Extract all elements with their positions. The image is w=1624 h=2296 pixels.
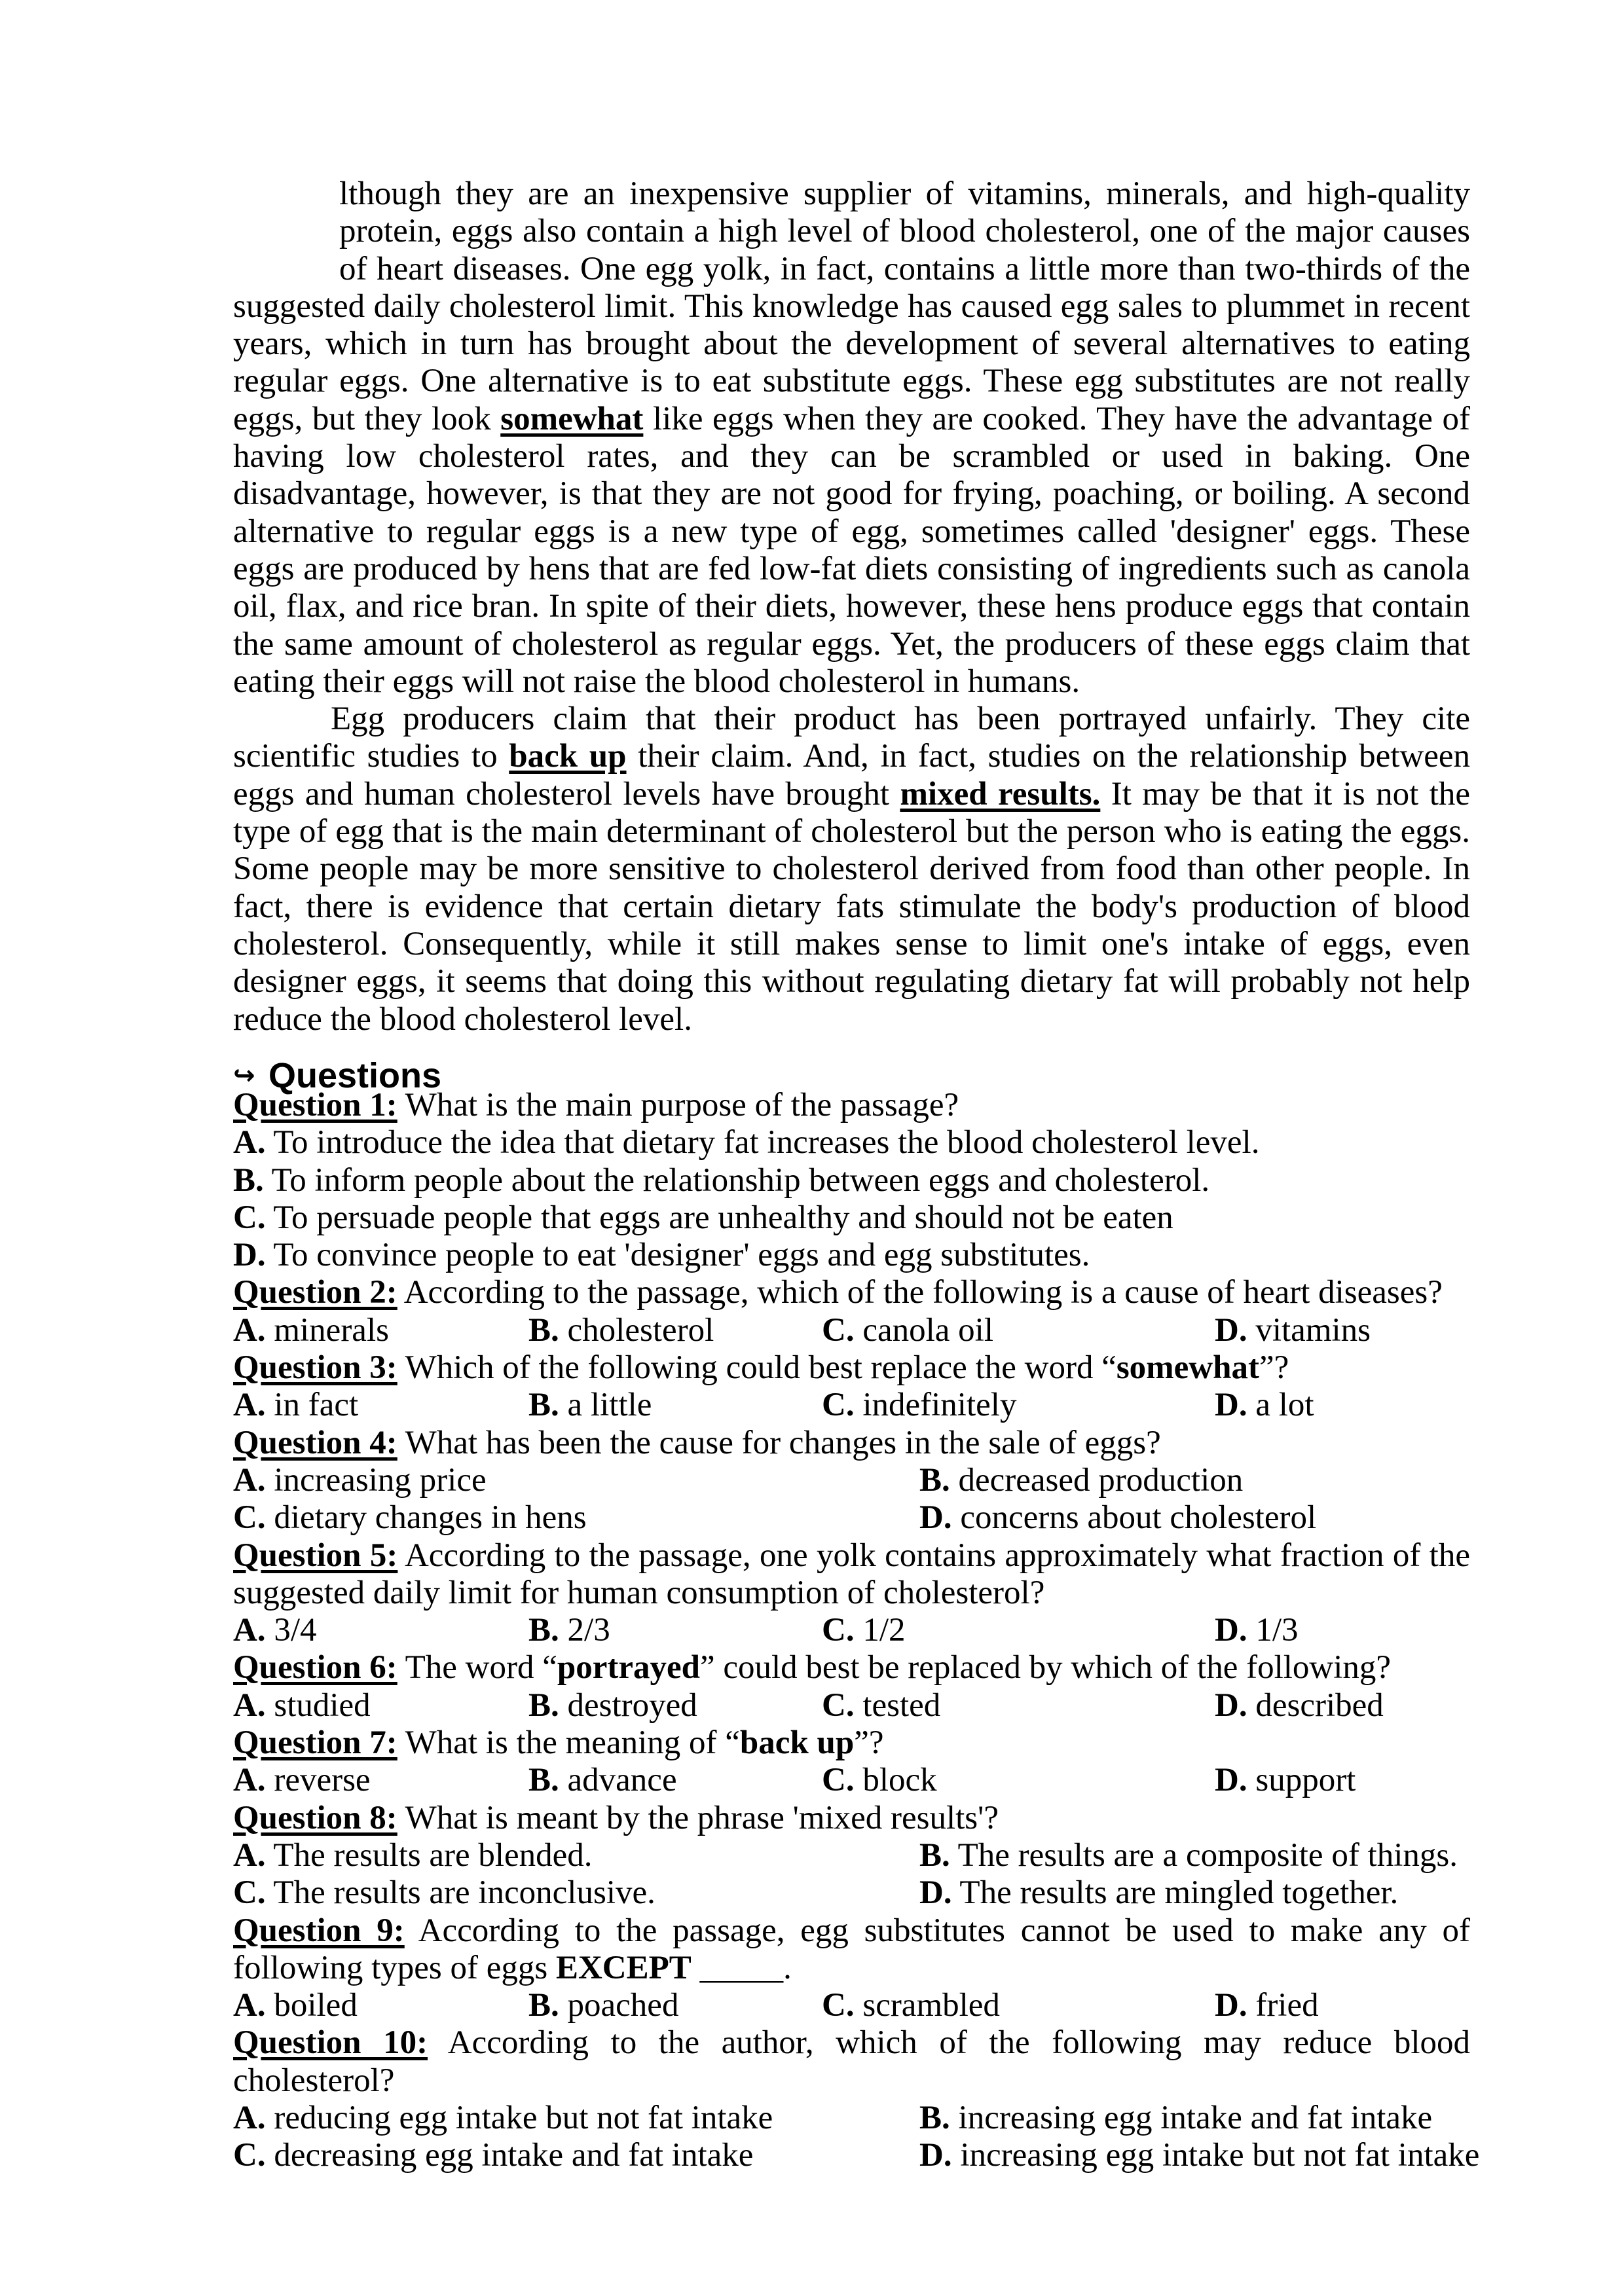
question-text: ” could best be replaced by which of the following?: [699, 1649, 1392, 1686]
option-letter: A.: [233, 1686, 266, 1724]
option-letter: D.: [919, 2137, 952, 2174]
passage-text: lthough they are an inexpensive supplier of vitamins, minerals, and high-quality protein, eggs also contain a high level of blood cholesterol, one of the major causes of heart diseases. One egg yolk, in fact, contains a little more than two-thirds of the suggested daily cholesterol limit. This knowledge has caused egg sales to plummet in recent years, which in turn has brought about the development of several alternatives to eating regular eggs. One alternative is to eat substitute eggs. These egg substitutes are not really eggs, but they look: [233, 175, 1470, 437]
option-letter: B.: [919, 1461, 950, 1499]
hook-arrow-icon: ↪: [233, 1061, 255, 1090]
option-letter: A.: [233, 1762, 266, 1799]
option-a[interactable]: [233, 1762, 371, 1799]
question-text: What is meant by the phrase 'mixed results'?: [397, 1799, 999, 1836]
option-text: The results are blended.: [265, 1836, 593, 1874]
option-a[interactable]: [233, 1987, 358, 2024]
option-letter: A.: [233, 1612, 266, 1649]
option-c[interactable]: [822, 1312, 993, 1349]
option-text: canola oil: [854, 1311, 994, 1349]
option-text: concerns about cholesterol: [951, 1499, 1317, 1537]
option-b[interactable]: [919, 1462, 1243, 1499]
option-text: a little: [559, 1387, 652, 1424]
option-d[interactable]: [1215, 1687, 1384, 1724]
option-letter: A.: [233, 1387, 266, 1424]
option-c[interactable]: [233, 1874, 655, 1912]
question-label: Question 10:: [233, 2024, 428, 2062]
option-c[interactable]: [822, 1612, 906, 1649]
keyword-mixed-results: mixed results.: [900, 775, 1101, 812]
question-label: Question 1:: [233, 1087, 397, 1123]
option-text: decreased production: [950, 1461, 1244, 1499]
option-b[interactable]: [528, 1687, 697, 1724]
option-c[interactable]: [233, 1499, 587, 1537]
option-c[interactable]: [233, 2137, 753, 2174]
option-text: 1/3: [1247, 1612, 1299, 1649]
option-letter: C.: [822, 1387, 855, 1424]
question-6: [233, 1649, 1470, 1686]
option-text: To convince people to eat 'designer' eggs and egg substitutes.: [265, 1237, 1090, 1274]
options-row: [233, 1312, 1470, 1349]
question-label: Question 7:: [233, 1724, 397, 1762]
question-keyword: EXCEPT: [555, 1949, 692, 1986]
question-label: Question 8:: [233, 1799, 397, 1836]
option-b[interactable]: [528, 1312, 714, 1349]
option-text: 2/3: [559, 1612, 610, 1649]
option-letter: A.: [233, 1311, 266, 1349]
option-b[interactable]: [233, 1162, 1470, 1199]
option-letter: D.: [233, 1237, 266, 1274]
passage-text: It may be that it is not the type of egg that is the main determinant of cholesterol but the person who is eating the eggs. Some people may be more sensitive to cholesterol derived from food than other people. In fact, there is evidence that certain dietary fats stimulate the body's production of blood cholesterol. Consequently, while it still makes sense to limit one's intake of eggs, even designer eggs, it seems that doing this without regulating dietary fat will probably not help reduce the blood cholesterol level.: [233, 775, 1470, 1038]
option-text: vitamins: [1247, 1311, 1371, 1349]
option-a[interactable]: [233, 1687, 371, 1724]
option-b[interactable]: [919, 2100, 1432, 2137]
option-letter: C.: [233, 1199, 266, 1236]
option-letter: B.: [919, 1836, 950, 1874]
option-letter: A.: [233, 1987, 266, 2024]
option-text: To persuade people that eggs are unhealthy and should not be eaten: [265, 1199, 1173, 1236]
option-letter: B.: [528, 1311, 559, 1349]
passage-text: Egg producers claim that their product has been portrayed unfairly. They cite scientific studies to: [233, 701, 1470, 775]
option-letter: C.: [233, 1874, 266, 1912]
option-d[interactable]: [919, 1874, 1398, 1912]
option-d[interactable]: [1215, 1762, 1356, 1799]
options-row: [233, 1687, 1470, 1724]
option-d[interactable]: [1215, 1387, 1314, 1424]
option-letter: D.: [1215, 1686, 1247, 1724]
option-text: 3/4: [265, 1612, 317, 1649]
option-c[interactable]: [822, 1387, 1016, 1424]
option-letter: B.: [528, 1686, 559, 1724]
options-row: [233, 1987, 1470, 2024]
option-text: reverse: [265, 1762, 371, 1799]
option-text: studied: [265, 1686, 371, 1724]
question-4: [233, 1425, 1470, 1462]
option-c[interactable]: [233, 1199, 1470, 1237]
questions-heading-label: Questions: [268, 1056, 442, 1095]
option-letter: C.: [822, 1311, 855, 1349]
options-row: [233, 1612, 1470, 1649]
passage-text: their claim. And, in fact, studies on the relationship between eggs and human cholesterol levels have brought: [233, 738, 1470, 812]
option-letter: B.: [233, 1161, 264, 1199]
option-text: increasing egg intake and fat intake: [950, 2100, 1433, 2137]
question-label: Question 9:: [233, 1912, 405, 1949]
drop-cap-placeholder: [233, 175, 339, 287]
question-text: Which of the following could best replace the word “: [397, 1349, 1116, 1387]
option-text: The results are mingled together.: [951, 1874, 1399, 1912]
options-row: [233, 1387, 1470, 1424]
question-9: [233, 1912, 1470, 1988]
option-letter: C.: [822, 1612, 855, 1649]
option-text: in fact: [265, 1387, 359, 1424]
option-b[interactable]: [528, 1387, 652, 1424]
option-text: a lot: [1247, 1387, 1314, 1424]
passage-paragraph-1: [233, 175, 1470, 701]
option-d[interactable]: [1215, 1987, 1319, 2024]
question-keyword: somewhat: [1116, 1349, 1259, 1387]
option-d[interactable]: [1215, 1312, 1371, 1349]
option-c[interactable]: [822, 1987, 1000, 2024]
question-text: According to the passage, which of the following is a cause of heart diseases?: [397, 1274, 1443, 1311]
options-row: [233, 1874, 1470, 1912]
option-letter: C.: [822, 1686, 855, 1724]
option-a[interactable]: [233, 1387, 358, 1424]
options-row: [233, 1762, 1470, 1799]
option-d[interactable]: [1215, 1612, 1299, 1649]
question-keyword: portrayed: [557, 1649, 700, 1686]
option-d[interactable]: [919, 1499, 1316, 1537]
option-letter: C.: [822, 1762, 855, 1799]
option-letter: C.: [233, 2137, 266, 2174]
question-label: Question 5:: [233, 1537, 398, 1574]
option-letter: D.: [919, 1874, 952, 1912]
option-text: boiled: [265, 1987, 358, 2024]
question-text: _____.: [691, 1949, 792, 1986]
question-text: What is the main purpose of the passage?: [397, 1087, 959, 1123]
option-letter: D.: [919, 1499, 952, 1537]
question-7: [233, 1724, 1470, 1762]
question-5: [233, 1537, 1470, 1613]
option-text: destroyed: [559, 1686, 697, 1724]
option-text: poached: [559, 1987, 679, 2024]
option-text: decreasing egg intake and fat intake: [265, 2137, 754, 2174]
option-text: block: [854, 1762, 937, 1799]
option-letter: C.: [233, 1499, 266, 1537]
question-text: ”?: [1259, 1349, 1289, 1387]
option-letter: D.: [1215, 1987, 1247, 2024]
question-text: What is the meaning of “: [397, 1724, 740, 1762]
option-a[interactable]: [233, 2100, 773, 2137]
question-label: Question 2:: [233, 1274, 397, 1311]
passage-text: like eggs when they are cooked. They have the advantage of having low cholesterol rates, and they can be scrambled or used in baking. One disadvantage, however, is that they are not good for frying, poaching, or boiling. A second alternative to regular eggs is a new type of egg, sometimes called 'designer' eggs. These eggs are produced by hens that are fed low-fat diets consisting of ingredients such as canola oil, flax, and rice bran. In spite of their diets, however, these hens produce eggs that contain the same amount of cholesterol as regular eggs. Yet, the producers of these eggs claim that eating their eggs will not raise the blood cholesterol in humans.: [233, 400, 1470, 700]
option-letter: D.: [1215, 1762, 1247, 1799]
option-text: minerals: [265, 1311, 389, 1349]
option-letter: A.: [233, 2100, 266, 2137]
option-text: scrambled: [854, 1987, 1000, 2024]
keyword-somewhat: somewhat: [500, 400, 644, 437]
option-letter: B.: [528, 1612, 559, 1649]
option-text: cholesterol: [559, 1311, 714, 1349]
option-text: increasing egg intake but not fat intake: [951, 2137, 1480, 2174]
option-d[interactable]: [919, 2137, 1479, 2174]
options-row: [233, 1837, 1470, 1874]
option-text: increasing price: [265, 1461, 487, 1499]
question-label: Question 3:: [233, 1349, 397, 1387]
option-d[interactable]: [233, 1237, 1470, 1274]
options-row: [233, 1499, 1470, 1537]
option-letter: B.: [528, 1762, 559, 1799]
options-row: [233, 2100, 1470, 2137]
option-text: described: [1247, 1686, 1384, 1724]
option-text: advance: [559, 1762, 677, 1799]
option-text: indefinitely: [854, 1387, 1017, 1424]
option-text: To introduce the idea that dietary fat increases the blood cholesterol level.: [265, 1124, 1260, 1161]
options-row: [233, 1462, 1470, 1499]
option-a[interactable]: [233, 1612, 317, 1649]
options-row: [233, 2137, 1480, 2174]
option-c[interactable]: [822, 1687, 940, 1724]
option-letter: D.: [1215, 1311, 1247, 1349]
question-text: What has been the cause for changes in the sale of eggs?: [397, 1424, 1161, 1461]
passage-paragraph-2: [233, 701, 1470, 1038]
option-letter: D.: [1215, 1612, 1247, 1649]
question-text: The word “: [397, 1649, 557, 1686]
question-2: [233, 1274, 1470, 1311]
option-letter: A.: [233, 1124, 266, 1161]
option-a[interactable]: [233, 1312, 389, 1349]
option-text: To inform people about the relationship between eggs and cholesterol.: [263, 1161, 1210, 1199]
question-1: [233, 1087, 1470, 1124]
option-letter: B.: [919, 2100, 950, 2137]
question-10: [233, 2024, 1470, 2100]
option-letter: C.: [822, 1987, 855, 2024]
question-3: [233, 1349, 1470, 1387]
option-letter: B.: [528, 1387, 559, 1424]
option-c[interactable]: [822, 1762, 937, 1799]
option-text: 1/2: [854, 1612, 906, 1649]
option-b[interactable]: [528, 1762, 677, 1799]
option-text: dietary changes in hens: [265, 1499, 587, 1537]
question-text: According to the author, which of the following may reduce blood cholesterol?: [233, 2024, 1470, 2099]
question-label: Question 4:: [233, 1424, 397, 1461]
question-text: According to the passage, one yolk contains approximately what fraction of the suggested daily limit for human consumption of cholesterol?: [233, 1537, 1470, 1611]
question-keyword: back up: [739, 1724, 855, 1762]
option-b[interactable]: [528, 1987, 678, 2024]
option-text: tested: [854, 1686, 941, 1724]
reading-passage: [233, 175, 1470, 1038]
option-a[interactable]: [233, 1837, 593, 1874]
option-text: reducing egg intake but not fat intake: [265, 2100, 773, 2137]
option-text: fried: [1247, 1987, 1319, 2024]
question-text: ”?: [854, 1724, 884, 1762]
option-letter: A.: [233, 1836, 266, 1874]
option-letter: B.: [528, 1987, 559, 2024]
option-a[interactable]: [233, 1462, 487, 1499]
question-text: According to the passage, egg substitutes cannot be used to make any of following types of eggs: [233, 1912, 1470, 1986]
question-8: [233, 1800, 1470, 1837]
option-b[interactable]: [528, 1612, 610, 1649]
option-letter: D.: [1215, 1387, 1247, 1424]
option-letter: A.: [233, 1461, 266, 1499]
option-b[interactable]: [919, 1837, 1458, 1874]
option-a[interactable]: [233, 1124, 1470, 1161]
option-text: support: [1247, 1762, 1356, 1799]
option-text: The results are a composite of things.: [950, 1836, 1458, 1874]
keyword-back-up: back up: [509, 738, 627, 775]
questions-list: [233, 1087, 1480, 2175]
question-label: Question 6:: [233, 1649, 397, 1686]
option-text: The results are inconclusive.: [265, 1874, 655, 1912]
